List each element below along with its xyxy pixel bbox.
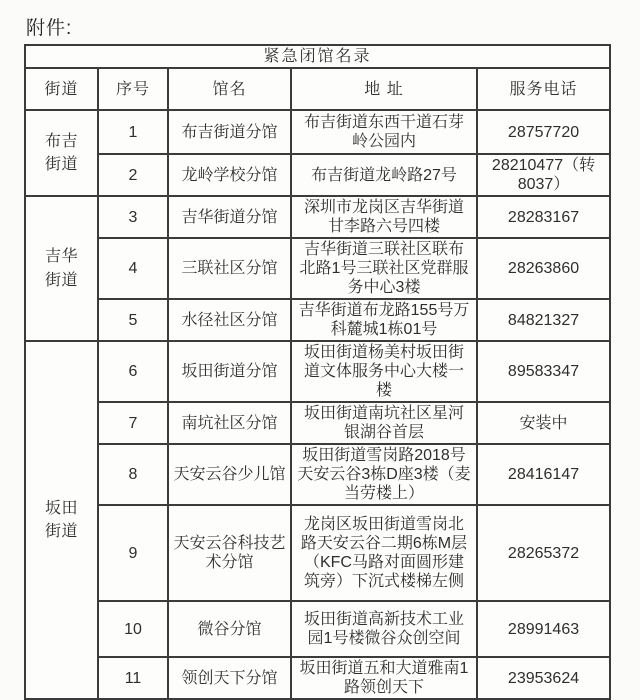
service-phone: 安装中 [477,402,610,444]
library-address: 布吉街道东西干道石芽岭公园内 [291,110,477,154]
service-phone: 28265372 [477,505,610,601]
row-number: 10 [98,601,168,657]
street-group-bantian [25,341,98,699]
library-address: 吉华街道布龙路155号万科麓城1栋01号 [291,299,477,341]
service-phone: 28283167 [477,196,610,238]
table-header-row [25,68,610,110]
table-row [25,299,610,341]
row-number: 5 [98,299,168,341]
column-header-phone: 服务电话 [477,68,610,110]
library-name: 布吉街道分馆 [168,110,291,154]
library-name: 三联社区分馆 [168,238,291,299]
row-number: 2 [98,154,168,196]
service-phone: 89583347 [477,341,610,402]
library-address: 坂田街道五和大道雅南1路领创天下 [291,657,477,699]
library-name: 龙岭学校分馆 [168,154,291,196]
table-row [25,341,610,402]
street-group-label: 坂田街道 [44,499,78,540]
table-title: 紧急闭馆名录 [25,45,610,68]
row-number: 8 [98,444,168,505]
library-address: 龙岗区坂田街道雪岗北路天安云谷二期6栋M层（KFC马路对面圆形建筑旁）下沉式楼梯左侧 [291,505,477,601]
table-title-row [25,45,610,68]
table-row [25,505,610,601]
street-group-buji [25,110,98,196]
service-phone: 28416147 [477,444,610,505]
library-address: 坂田街道雪岗路2018号天安云谷3栋D座3楼（麦当劳楼上） [291,444,477,505]
table-row [25,657,610,699]
library-name: 天安云谷科技艺术分馆 [168,505,291,601]
service-phone: 28263860 [477,238,610,299]
library-address: 坂田街道杨美村坂田街道文体服务中心大楼一楼 [291,341,477,402]
table-row [25,238,610,299]
street-group-label: 布吉街道 [44,132,78,173]
library-address: 布吉街道龙岭路27号 [291,154,477,196]
library-address: 深圳市龙岗区吉华街道甘李路六号四楼 [291,196,477,238]
table-row [25,444,610,505]
row-number: 1 [98,110,168,154]
library-name: 天安云谷少儿馆 [168,444,291,505]
attachment-label: 附件: [26,18,73,39]
street-group-label: 吉华街道 [44,248,78,289]
table-row [25,154,610,196]
table-row [25,601,610,657]
row-number: 9 [98,505,168,601]
row-number: 4 [98,238,168,299]
library-name: 吉华街道分馆 [168,196,291,238]
library-name: 水径社区分馆 [168,299,291,341]
street-group-jihua [25,196,98,341]
emergency-closure-table [24,44,611,700]
library-name: 南坑社区分馆 [168,402,291,444]
column-header-street: 街道 [25,68,98,110]
library-address: 吉华街道三联社区联布北路1号三联社区党群服务中心3楼 [291,238,477,299]
row-number: 11 [98,657,168,699]
library-name: 微谷分馆 [168,601,291,657]
column-header-no: 序号 [98,68,168,110]
service-phone: 23953624 [477,657,610,699]
library-address: 坂田街道高新技术工业园1号楼微谷众创空间 [291,601,477,657]
service-phone: 28757720 [477,110,610,154]
table-row [25,110,610,154]
table-row [25,196,610,238]
table-row [25,402,610,444]
row-number: 3 [98,196,168,238]
library-address: 坂田街道南坑社区星河银湖谷首层 [291,402,477,444]
column-header-address: 地 址 [291,68,477,110]
column-header-name: 馆名 [168,68,291,110]
row-number: 6 [98,341,168,402]
service-phone: 28991463 [477,601,610,657]
library-name: 坂田街道分馆 [168,341,291,402]
service-phone: 84821327 [477,299,610,341]
library-name: 领创天下分馆 [168,657,291,699]
row-number: 7 [98,402,168,444]
service-phone: 28210477（转8037） [477,154,610,196]
